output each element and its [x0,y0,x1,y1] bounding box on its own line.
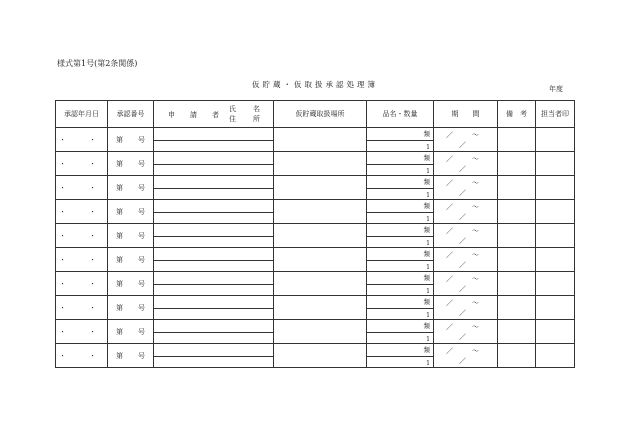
applicant-cell[interactable] [154,152,274,176]
item-quantity-cell[interactable] [367,200,434,224]
applicant-label: 申 請 者 [168,111,223,119]
quantity-mark: 1 [426,288,430,295]
number-suffix: 号 [138,256,145,264]
number-suffix: 号 [138,184,145,192]
number-prefix: 第 [116,304,123,312]
table-row [56,176,575,200]
table-row [56,320,575,344]
approval-date-cell[interactable]: ・ ・ [56,176,108,200]
period-cell[interactable]: ／ ～ ／ [434,176,498,200]
period-cell[interactable]: ／ ～ ／ [434,152,498,176]
item-quantity-header: 品名・数量 [367,101,434,128]
period-cell[interactable]: ／ ～ ／ [434,224,498,248]
approval-date-cell[interactable]: ・ ・ [56,224,108,248]
quantity-divider [367,356,433,357]
item-quantity-cell[interactable] [367,176,434,200]
category-mark: 類 [423,202,430,210]
category-mark: 類 [423,130,430,138]
approval-number-header: 承認番号 [108,101,154,128]
approval-number-cell[interactable] [108,200,154,224]
number-prefix: 第 [116,256,123,264]
number-prefix: 第 [116,352,123,360]
applicant-cell[interactable] [154,200,274,224]
approval-number-cell[interactable] [108,344,154,368]
remarks-cell[interactable] [498,176,536,200]
approval-date-cell[interactable]: ・ ・ [56,272,108,296]
number-suffix: 号 [138,136,145,144]
category-mark: 類 [423,298,430,306]
remarks-cell[interactable] [498,248,536,272]
remarks-cell[interactable] [498,224,536,248]
period-cell[interactable]: ／ ～ ／ [434,200,498,224]
remarks-cell[interactable] [498,296,536,320]
document-title: 仮貯蔵・仮取扱承認処理簿 [252,80,378,89]
officer-seal-cell[interactable] [536,224,575,248]
officer-seal-cell[interactable] [536,152,575,176]
header-row [56,101,575,128]
register-table [55,100,575,368]
number-prefix: 第 [116,136,123,144]
number-prefix: 第 [116,184,123,192]
location-cell[interactable] [274,176,367,200]
approval-number-cell[interactable] [108,224,154,248]
period-cell[interactable]: ／ ～ ／ [434,296,498,320]
approval-date-cell[interactable]: ・ ・ [56,128,108,152]
remarks-cell[interactable] [498,128,536,152]
number-suffix: 号 [138,160,145,168]
period-cell[interactable]: ／ ～ ／ [434,344,498,368]
category-mark: 類 [423,154,430,162]
officer-seal-cell[interactable] [536,200,575,224]
quantity-mark: 1 [426,168,430,175]
item-quantity-cell[interactable] [367,152,434,176]
quantity-mark: 1 [426,336,430,343]
period-header: 期 間 [434,101,498,128]
table-row [56,152,575,176]
table-row [56,128,575,152]
applicant-divider [154,284,273,285]
approval-number-cell[interactable] [108,152,154,176]
officer-seal-cell[interactable] [536,344,575,368]
location-cell[interactable] [274,200,367,224]
applicant-cell[interactable] [154,344,274,368]
applicant-cell[interactable] [154,128,274,152]
item-quantity-cell[interactable] [367,224,434,248]
name-label: 氏 名 [229,105,265,113]
period-cell[interactable]: ／ ～ ／ [434,320,498,344]
number-suffix: 号 [138,208,145,216]
applicant-divider [154,140,273,141]
location-cell[interactable] [274,224,367,248]
quantity-divider [367,236,433,237]
category-mark: 類 [423,226,430,234]
applicant-divider [154,308,273,309]
item-quantity-cell[interactable] [367,248,434,272]
applicant-cell[interactable] [154,248,274,272]
category-mark: 類 [423,274,430,282]
number-prefix: 第 [116,280,123,288]
quantity-divider [367,308,433,309]
remarks-cell[interactable] [498,320,536,344]
applicant-divider [154,356,273,357]
approval-number-cell[interactable] [108,296,154,320]
number-suffix: 号 [138,352,145,360]
number-prefix: 第 [116,232,123,240]
quantity-mark: 1 [426,360,430,367]
table-row [56,248,575,272]
table-row [56,296,575,320]
location-cell[interactable] [274,320,367,344]
approval-number-cell[interactable] [108,176,154,200]
officer-seal-cell[interactable] [536,128,575,152]
location-cell[interactable] [274,248,367,272]
remarks-cell[interactable] [498,272,536,296]
quantity-divider [367,140,433,141]
applicant-header [154,101,274,128]
location-cell[interactable] [274,296,367,320]
register-rows [56,128,575,368]
applicant-cell[interactable] [154,320,274,344]
location-header: 仮貯蔵取扱場所 [274,101,367,128]
table-row [56,344,575,368]
remarks-cell[interactable] [498,200,536,224]
applicant-cell[interactable] [154,224,274,248]
address-label: 住 所 [229,115,265,123]
officer-seal-cell[interactable] [536,248,575,272]
item-quantity-cell[interactable] [367,272,434,296]
quantity-divider [367,188,433,189]
location-cell[interactable] [274,272,367,296]
quantity-mark: 1 [426,264,430,271]
applicant-cell[interactable] [154,272,274,296]
officer-seal-cell[interactable] [536,272,575,296]
quantity-mark: 1 [426,144,430,151]
officer-seal-cell[interactable] [536,176,575,200]
quantity-divider [367,164,433,165]
category-mark: 類 [423,322,430,330]
number-suffix: 号 [138,328,145,336]
officer-seal-cell[interactable] [536,296,575,320]
location-cell[interactable] [274,152,367,176]
applicant-divider [154,212,273,213]
number-suffix: 号 [138,232,145,240]
applicant-divider [154,236,273,237]
period-cell[interactable]: ／ ～ ／ [434,272,498,296]
quantity-divider [367,332,433,333]
applicant-divider [154,188,273,189]
item-quantity-cell[interactable] [367,296,434,320]
period-cell[interactable]: ／ ～ ／ [434,128,498,152]
approval-date-cell[interactable]: ・ ・ [56,296,108,320]
remarks-cell[interactable] [498,344,536,368]
approval-date-header: 承認年月日 [56,101,108,128]
applicant-divider [154,164,273,165]
approval-number-cell[interactable] [108,128,154,152]
number-suffix: 号 [138,304,145,312]
approval-date-cell[interactable]: ・ ・ [56,152,108,176]
applicant-divider [154,332,273,333]
remarks-cell[interactable] [498,152,536,176]
period-cell[interactable]: ／ ～ ／ [434,248,498,272]
item-quantity-cell[interactable] [367,128,434,152]
table-row [56,200,575,224]
quantity-mark: 1 [426,240,430,247]
item-quantity-cell[interactable] [367,344,434,368]
number-prefix: 第 [116,208,123,216]
form-id: 様式第1号(第2条関係) [57,59,138,68]
category-mark: 類 [423,346,430,354]
approval-number-cell[interactable] [108,272,154,296]
item-quantity-cell[interactable] [367,320,434,344]
remarks-header: 備 考 [498,101,536,128]
quantity-mark: 1 [426,216,430,223]
location-cell[interactable] [274,344,367,368]
number-suffix: 号 [138,280,145,288]
quantity-divider [367,212,433,213]
approval-date-cell[interactable]: ・ ・ [56,320,108,344]
quantity-mark: 1 [426,192,430,199]
quantity-divider [367,260,433,261]
location-cell[interactable] [274,128,367,152]
applicant-divider [154,260,273,261]
approval-date-cell[interactable]: ・ ・ [56,200,108,224]
approval-date-cell[interactable]: ・ ・ [56,248,108,272]
officer-seal-cell[interactable] [536,320,575,344]
approval-date-cell[interactable]: ・ ・ [56,344,108,368]
category-mark: 類 [423,178,430,186]
quantity-divider [367,284,433,285]
applicant-cell[interactable] [154,176,274,200]
number-prefix: 第 [116,328,123,336]
quantity-mark: 1 [426,312,430,319]
approval-number-cell[interactable] [108,248,154,272]
number-prefix: 第 [116,160,123,168]
approval-number-cell[interactable] [108,320,154,344]
category-mark: 類 [423,250,430,258]
applicant-cell[interactable] [154,296,274,320]
table-row [56,272,575,296]
table-row [56,224,575,248]
fiscal-year-label: 年度 [549,85,563,93]
officer-seal-header: 担当者印 [536,101,575,128]
